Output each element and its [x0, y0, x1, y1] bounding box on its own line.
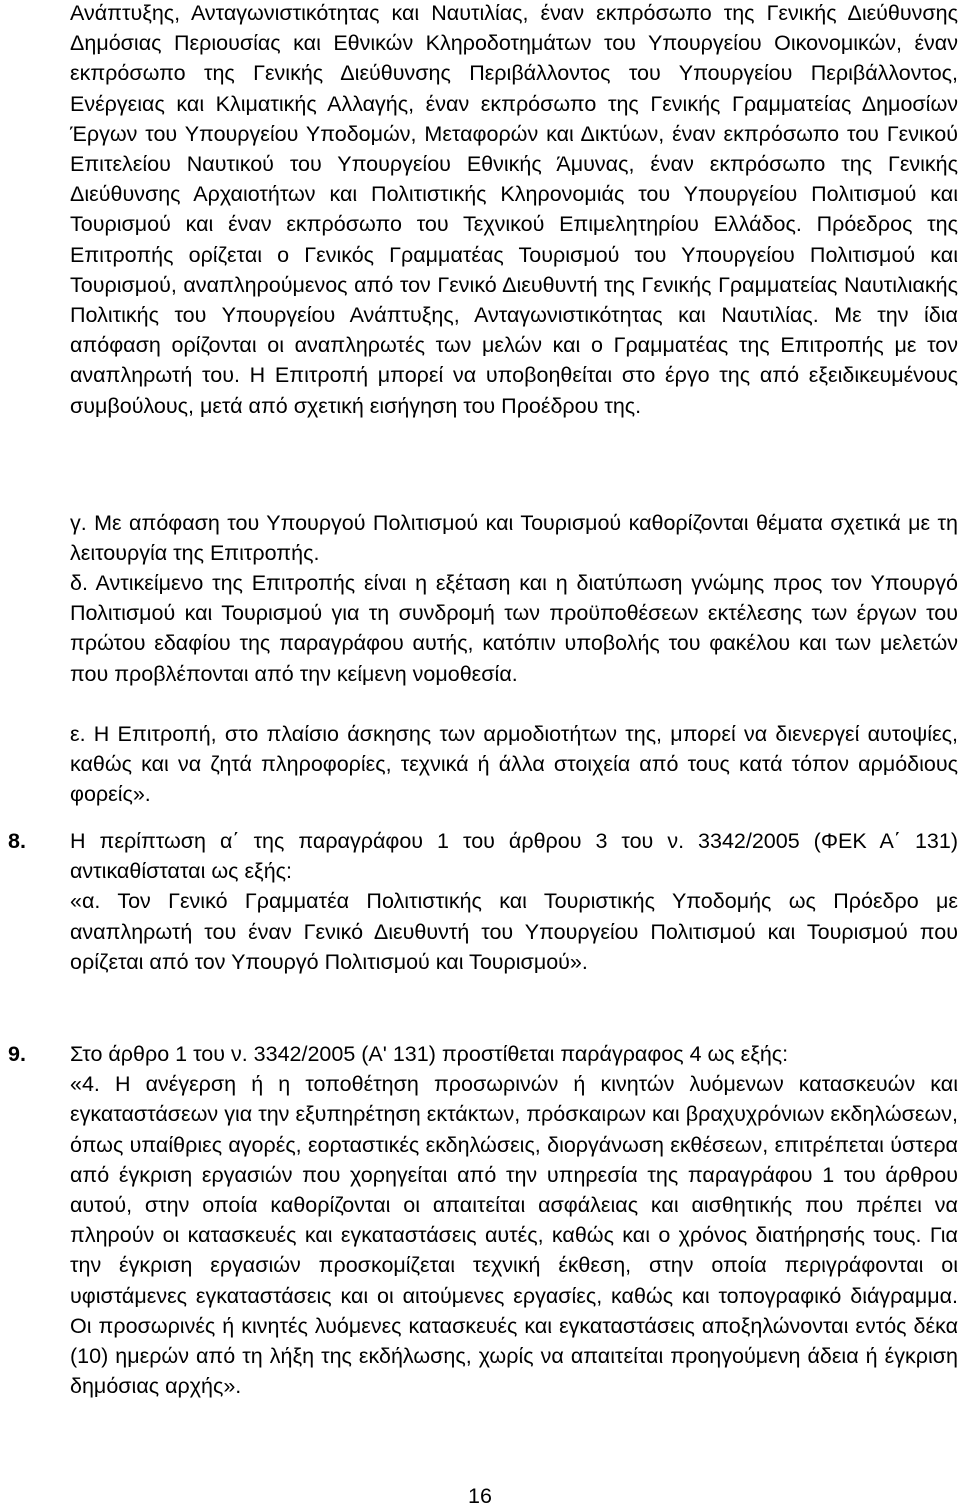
item-9-quote: «4. Η ανέγερση ή η τοποθέτηση προσωρινών ή κινητών λυόμενων κατασκευών και εγκαταστάσεων για την εξυπηρέτηση εκτάκτων, πρόσκαιρων και βραχυχρόνιων εκδηλώσεων, όπως υπαίθριες αγορές, εορταστικές εκδηλώσεις, διοργάνωση εκθέσεων, επιτρέπεται ύστερα από έγκριση εργασιών που χορηγείται από την υπηρεσία της παραγράφου 1 του άρθρου αυτού, στην οποία καθορίζονται οι απαιτείται ασφάλειας και αισθητικής που πρέπει να πληρούν οι κατασκευές και εγκαταστάσεις αυτές, καθώς και ο χρόνος διατήρησής τους. Για την έγκριση εργασιών προσκομίζεται τεχνική έκθεση, στην οποία περιγράφονται οι υφιστάμενες εγκαταστάσεις και οι αιτούμενες εργασίες, καθώς και τοπογραφικό διάγραμμα. Οι προσωρινές ή κινητές λυόμενες κατασκευές και εγκαταστάσεις αποξηλώνονται εντός δέκα (10) ημερών από τη λήξη της εκδήλωσης, χωρίς να απαιτείται προηγούμενη άδεια ή έγκριση δημόσιας αρχής».: [70, 1072, 958, 1399]
paragraph-gamma: γ. Με απόφαση του Υπουργού Πολιτισμού και Τουρισμού καθορίζονται θέματα σχετικά με τη λειτουργία της Επιτροπής.: [70, 511, 958, 566]
item-9-lead: Στο άρθρο 1 του ν. 3342/2005 (Α' 131) προστίθεται παράγραφος 4 ως εξής:: [70, 1042, 789, 1066]
item-9-text: [70, 1039, 958, 1401]
paragraph-delta: δ. Αντικείμενο της Επιτροπής είναι η εξέταση και η διατύπωση γνώμης προς τον Υπουργό Πολιτισμού και Τουρισμού για τη συνδρομή των προϋποθέσεων εκτέλεσης των έργων του πρώτου εδαφίου της παραγράφου αυτής, κατόπιν υποβολής του φακέλου και των μελετών που προβλέπονται από την κείμενη νομοθεσία.: [70, 571, 958, 686]
item-8-quote: «α. Τον Γενικό Γραμματέα Πολιτιστικής και Τουριστικής Υποδομής ως Πρόεδρο με αναπληρωτή του έναν Γενικό Διευθυντή του Υπουργείου Πολιτισμού και Τουρισμού που ορίζεται από τον Υπουργό Πολιτισμού και Τουρισμού».: [70, 889, 958, 974]
paragraph-committee-members: Ανάπτυξης, Ανταγωνιστικότητας και Ναυτιλίας, έναν εκπρόσωπο της Γενικής Διεύθυνσης Δημόσιας Περιουσίας και Εθνικών Κληροδοτημάτων του Υπουργείου Οικονομικών, έναν εκπρόσωπο της Γενικής Διεύθυνσης Περιβάλλοντος του Υπουργείου Περιβάλλοντος, Ενέργειας και Κλιματικής Αλλαγής, έναν εκπρόσωπο της Γενικής Γραμματείας Δημοσίων Έργων του Υπουργείου Υποδομών, Μεταφορών και Δικτύων, έναν εκπρόσωπο του Γενικού Επιτελείου Ναυτικού του Υπουργείου Εθνικής Άμυνας, έναν εκπρόσωπο της Γενικής Διεύθυνσης Αρχαιοτήτων και Πολιτιστικής Κληρονομιάς του Υπουργείου Πολιτισμού και Τουρισμού και έναν εκπρόσωπο του Τεχνικού Επιμελητηρίου Ελλάδος. Πρόεδρος της Επιτροπής ορίζεται ο Γενικός Γραμματέας Τουρισμού του Υπουργείου Πολιτισμού και Τουρισμού, αναπληρούμενος από τον Γενικό Διευθυντή της Γενικής Γραμματείας Ναυτιλιακής Πολιτικής του Υπουργείου Ανάπτυξης, Ανταγωνιστικότητας και Ναυτιλίας. Με την ίδια απόφαση ορίζονται οι αναπληρωτές των μελών και ο Γραμματέας της Επιτροπής με τον αναπληρωτή του. Η Επιτροπή μπορεί να υποβοηθείται στο έργο της από εξειδικευμένους συμβούλους, μετά από σχετική εισήγηση του Προέδρου της.: [70, 1, 958, 418]
item-number: 9.: [8, 1042, 26, 1066]
item-8-lead: Η περίπτωση α΄ της παραγράφου 1 του άρθρου 3 του ν. 3342/2005 (ΦΕΚ Α΄ 131) αντικαθίσταται ως εξής:: [70, 829, 958, 884]
item-8-text: [70, 826, 958, 977]
item-number: 8.: [8, 829, 26, 853]
page-number: 16: [468, 1484, 492, 1508]
paragraph-epsilon: ε. Η Επιτροπή, στο πλαίσιο άσκησης των αρμοδιοτήτων της, μπορεί να διενεργεί αυτοψίες, καθώς και να ζητά πληροφορίες, τεχνικά ή άλλα στοιχεία από τους κατά τόπον αρμόδιους φορείς».: [70, 722, 958, 807]
